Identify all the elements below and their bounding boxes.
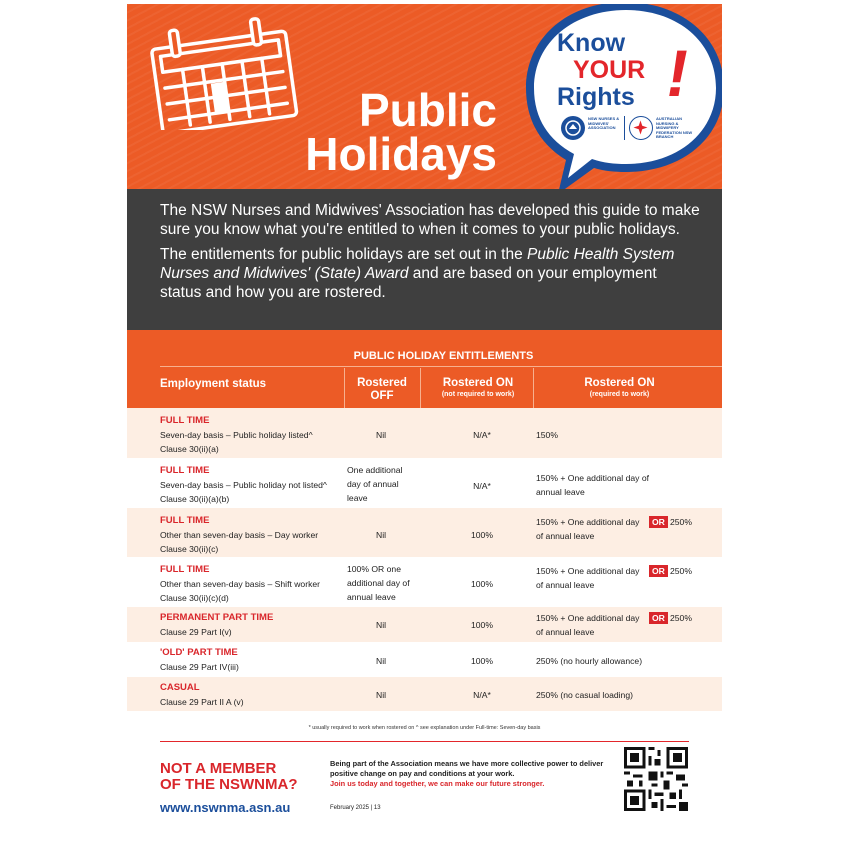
table-footnote: * usually required to work when rostered on ^ see explanation under Full-time: Seven-day basis — [308, 725, 541, 731]
col-header-off — [347, 377, 417, 403]
know-your-rights-badge — [557, 30, 667, 111]
nswnma-logo-text: NSW NURSES & MIDWIVES' ASSOCIATION — [588, 116, 620, 131]
status-desc: Seven-day basis – Public holiday not listed^ — [160, 480, 327, 490]
intro-text-b: and are based on your employment status and how you are rostered. — [160, 265, 657, 301]
intro-band — [127, 189, 722, 330]
status-title: PERMANENT PART TIME — [160, 612, 274, 623]
status-clause: Clause 30(ii)(a) — [160, 444, 219, 454]
table-row — [127, 642, 722, 677]
on-req-cell: 150% — [536, 430, 558, 440]
website-link[interactable]: www.nswnma.asn.au — [160, 800, 291, 815]
table-title: PUBLIC HOLIDAY ENTITLEMENTS — [353, 350, 534, 362]
badge-rights: Rights — [557, 83, 635, 111]
footer-divider — [160, 741, 689, 742]
badge-your: YOUR — [573, 56, 646, 84]
col-separator — [533, 368, 534, 408]
status-cell — [160, 563, 350, 605]
logo-divider — [624, 116, 625, 140]
alt-rate: 250% — [670, 517, 692, 527]
col-header-on-noreq — [423, 377, 533, 399]
col-separator — [420, 368, 421, 408]
alt-rate: 250% — [670, 566, 692, 576]
status-title: 'OLD' PART TIME — [160, 647, 238, 658]
col-header-status: Employment status — [160, 378, 267, 390]
intro-paragraph-1: The NSW Nurses and Midwives' Association has developed this guide to make sure you know what you're entitled to when it comes to your public holidays. — [160, 202, 700, 238]
off-cell: One additional day of annual leave — [347, 465, 403, 503]
title-line-1: Public — [358, 84, 497, 136]
col-header-off-line2: OFF — [370, 390, 394, 402]
on-noreq-cell: N/A* — [473, 430, 491, 440]
on-req-cell: 150% + One additional day of annual leave — [536, 517, 640, 541]
on-noreq-cell: N/A* — [473, 690, 491, 700]
on-noreq-cell: 100% — [471, 579, 493, 589]
status-clause: Clause 29 Part II A (v) — [160, 697, 244, 707]
not-a-member-heading — [160, 761, 297, 793]
pitch-call-to-action: Join us today and together, we can make our future stronger. — [330, 779, 545, 788]
on-noreq-cell: N/A* — [473, 481, 491, 491]
table-row — [127, 408, 722, 458]
status-cell — [160, 681, 350, 709]
status-desc: Other than seven-day basis – Day worker — [160, 530, 319, 540]
association-logos — [561, 116, 701, 142]
pitch-text: Being part of the Association means we have more collective power to deliver positive change on pay and conditions at your work. — [330, 759, 604, 778]
nswnma-logo-icon — [561, 116, 585, 140]
on-req-cell: 150% + One additional day of annual leave — [536, 566, 640, 590]
status-cell — [160, 514, 350, 556]
on-noreq-cell: 100% — [471, 530, 493, 540]
off-cell: Nil — [375, 530, 387, 540]
col-header-on-req-sub: (required to work) — [589, 391, 650, 398]
table-row — [127, 557, 722, 607]
intro-text-a: The entitlements for public holidays are set out in the — [160, 246, 528, 263]
on-req-cell: 250% (no casual loading) — [536, 690, 633, 700]
table-header — [127, 330, 722, 408]
status-cell — [160, 646, 350, 674]
table-row — [127, 458, 722, 508]
status-cell — [160, 414, 350, 456]
or-badge: OR — [649, 516, 668, 528]
anmf-logo-icon — [629, 116, 653, 140]
award-name: Public Health System Nurses and Midwives' (State) Award — [160, 246, 675, 282]
status-desc: Other than seven-day basis – Shift worker — [160, 579, 321, 589]
anmf-logo-text: AUSTRALIAN NURSING & MIDWIFERY FEDERATION NSW BRANCH — [656, 116, 693, 140]
table-row — [127, 508, 722, 557]
badge-know: Know — [557, 29, 626, 57]
exclamation-mark: ! — [660, 36, 696, 110]
table-row — [127, 607, 722, 642]
on-noreq-cell: 100% — [471, 620, 493, 630]
table-row — [127, 677, 722, 711]
header-divider — [160, 366, 722, 367]
status-clause: Clause 30(ii)(a)(b) — [160, 494, 230, 504]
hero-banner — [127, 4, 722, 189]
or-badge: OR — [649, 565, 668, 577]
publication-date: February 2025 | 13 — [330, 805, 381, 811]
col-header-on-noreq-label: Rostered ON — [442, 377, 514, 389]
col-header-on-req-label: Rostered ON — [584, 377, 655, 389]
status-clause: Clause 30(ii)(c) — [160, 544, 219, 554]
status-title: FULL TIME — [160, 515, 210, 526]
fact-sheet-page — [127, 4, 722, 846]
off-cell: 100% OR one additional day of annual leave — [347, 564, 410, 602]
status-title: FULL TIME — [160, 465, 210, 476]
status-title: FULL TIME — [160, 415, 210, 426]
qr-code-icon — [624, 747, 688, 811]
status-clause: Clause 29 Part IV(iii) — [160, 662, 239, 672]
status-cell — [160, 464, 350, 506]
on-req-cell: 150% + One additional day of annual leave — [536, 473, 649, 497]
status-title: CASUAL — [160, 682, 200, 693]
status-title: FULL TIME — [160, 564, 210, 575]
on-req-cell: 250% (no hourly allowance) — [536, 656, 643, 666]
off-cell: Nil — [375, 620, 387, 630]
status-clause: Clause 29 Part I(v) — [160, 627, 232, 637]
status-clause: Clause 30(ii)(c)(d) — [160, 593, 229, 603]
not-member-line-2: OF THE NSWNMA? — [160, 776, 298, 793]
title-line-2: Holidays — [305, 128, 497, 180]
status-cell — [160, 611, 350, 639]
or-badge: OR — [649, 612, 668, 624]
col-separator — [344, 368, 345, 408]
col-header-off-line1: Rostered — [357, 377, 407, 389]
on-req-cell: 150% + One additional day of annual leave — [536, 613, 640, 637]
intro-paragraph-2 — [160, 245, 702, 302]
on-noreq-cell: 100% — [471, 656, 493, 666]
not-member-line-1: NOT A MEMBER — [160, 760, 277, 777]
off-cell: Nil — [375, 430, 387, 440]
col-header-on-req — [537, 377, 702, 399]
off-cell: Nil — [375, 656, 387, 666]
membership-pitch — [330, 759, 620, 789]
off-cell: Nil — [375, 690, 387, 700]
page-title — [265, 84, 497, 180]
status-desc: Seven-day basis – Public holiday listed^ — [160, 430, 313, 440]
alt-rate: 250% — [670, 613, 692, 623]
col-header-on-noreq-sub: (not required to work) — [441, 391, 515, 398]
